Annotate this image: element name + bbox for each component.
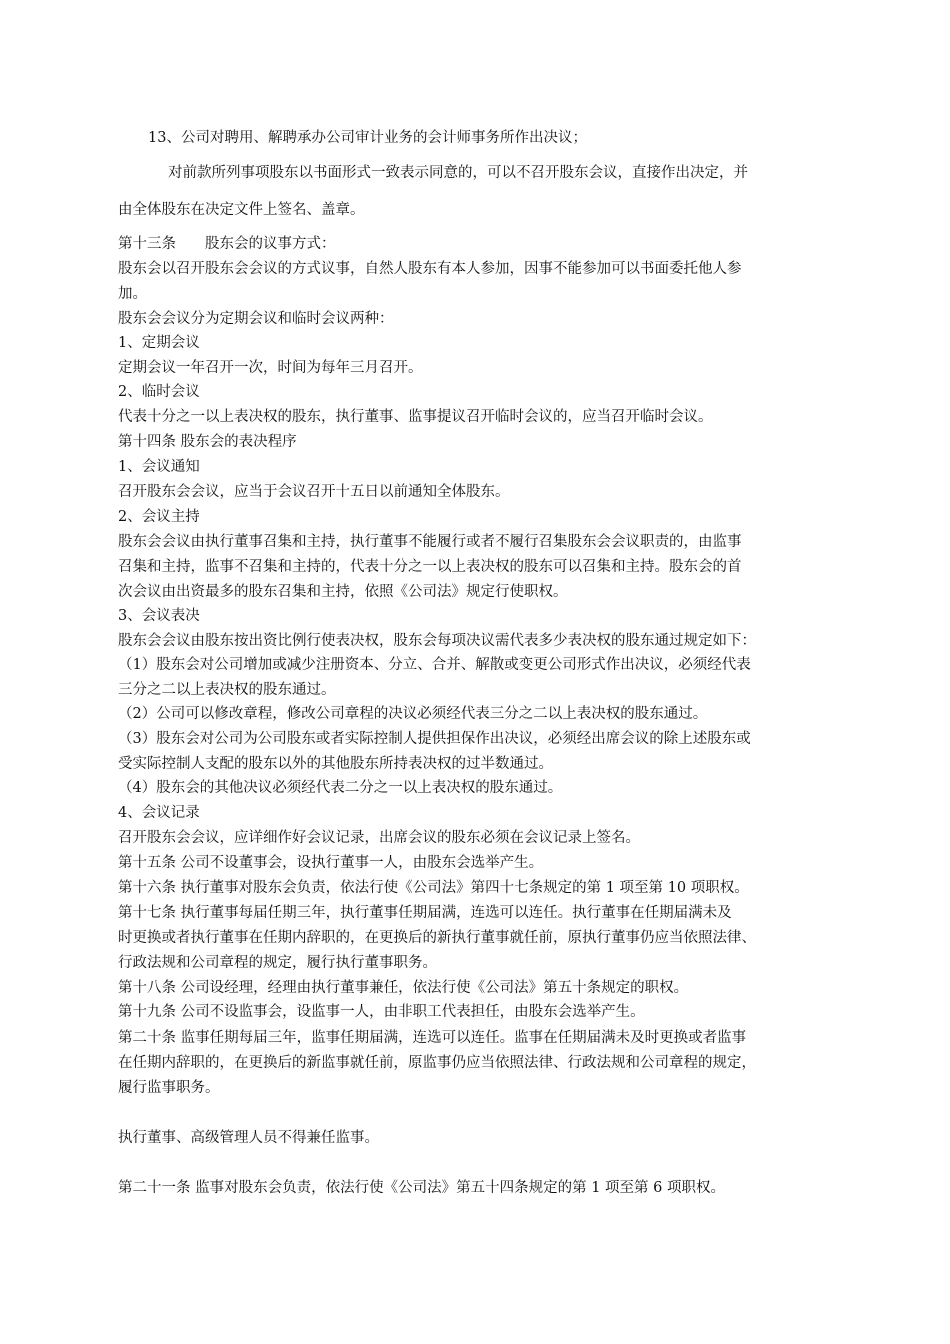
text-line: 2、临时会议 (118, 384, 200, 400)
article-heading: 第十三条 股东会的议事方式： (118, 236, 336, 252)
article-heading: 第十七条 执行董事每届任期三年，执行董事任期届满，连选可以连任。执行董事在任期届满未及 (118, 905, 732, 921)
text-line: 定期会议一年召开一次，时间为每年三月召开。 (118, 360, 423, 376)
text-line: 2、会议主持 (118, 509, 200, 525)
text-line: 对前款所列事项股东以书面形式一致表示同意的，可以不召开股东会议，直接作出决定，并 (168, 165, 748, 181)
text-line: 3、会议表决 (118, 608, 200, 624)
text-line: 召集和主持，监事不召集和主持的，代表十分之一以上表决权的股东可以召集和主持。股东会的首 (118, 559, 742, 575)
article-heading: 第十四条 股东会的表决程序 (118, 434, 297, 450)
text-line: 受实际控制人支配的股东以外的其他股东所持表决权的过半数通过。 (118, 756, 553, 772)
text-line: （3）股东会对公司为公司股东或者实际控制人提供担保作出决议，必须经出席会议的除上述股东或 (118, 731, 751, 747)
text-line: 股东会会议由执行董事召集和主持，执行董事不能履行或者不履行召集股东会会议职责的，由监事 (118, 534, 742, 550)
text-line: 次会议由出资最多的股东召集和主持，依照《公司法》规定行使职权。 (118, 584, 568, 600)
text-line: 召开股东会会议，应详细作好会议记录，出席会议的股东必须在会议记录上签名。 (118, 830, 640, 846)
text-line: 执行董事、高级管理人员不得兼任监事。 (118, 1130, 379, 1146)
text-line: 时更换或者执行董事在任期内辞职的，在更换后的新执行董事就任前，原执行董事仍应当依照法律、 (118, 930, 756, 946)
text-line: （1）股东会对公司增加或减少注册资本、分立、合并、解散或变更公司形式作出决议，必须经代表 (118, 657, 751, 673)
text-line: 1、会议通知 (118, 459, 200, 475)
text-line: 在任期内辞职的，在更换后的新监事就任前，原监事仍应当依照法律、行政法规和公司章程的规定， (118, 1055, 756, 1071)
text-line: （2）公司可以修改章程，修改公司章程的决议必须经代表三分之二以上表决权的股东通过。 (118, 706, 708, 722)
text-line: 代表十分之一以上表决权的股东，执行董事、监事提议召开临时会议的，应当召开临时会议。 (118, 409, 713, 425)
article-heading: 第二十一条 监事对股东会负责，依法行使《公司法》第五十四条规定的第 1 项至第 6 项职权。 (118, 1180, 725, 1196)
text-line: 1、定期会议 (118, 335, 200, 351)
text-line: 13、公司对聘用、解聘承办公司审计业务的会计师事务所作出决议； (148, 130, 587, 146)
text-line: 履行监事职务。 (118, 1080, 220, 1096)
text-line: 加。 (118, 286, 147, 302)
text-line: 行政法规和公司章程的规定，履行执行董事职务。 (118, 955, 437, 971)
text-line: 4、会议记录 (118, 805, 200, 821)
text-line: （4）股东会的其他决议必须经代表二分之一以上表决权的股东通过。 (118, 780, 563, 796)
article-heading: 第十六条 执行董事对股东会负责，依法行使《公司法》第四十七条规定的第 1 项至第 10 项职权。 (118, 880, 749, 896)
article-heading: 第二十条 监事任期每届三年，监事任期届满，连选可以连任。监事在任期届满未及时更换或者监事 (118, 1030, 747, 1046)
article-heading: 第十五条 公司不设董事会，设执行董事一人，由股东会选举产生。 (118, 855, 544, 871)
article-heading: 第十八条 公司设经理，经理由执行董事兼任，依法行使《公司法》第五十条规定的职权。 (118, 980, 689, 996)
text-line: 由全体股东在决定文件上签名、盖章。 (118, 202, 365, 218)
text-line: 股东会会议由股东按出资比例行使表决权，股东会每项决议需代表多少表决权的股东通过规定如下： (118, 633, 756, 649)
text-line: 股东会以召开股东会会议的方式议事，自然人股东有本人参加，因事不能参加可以书面委托他人参 (118, 261, 742, 277)
article-heading: 第十九条 公司不设监事会，设监事一人，由非职工代表担任，由股东会选举产生。 (118, 1004, 645, 1020)
text-line: 股东会会议分为定期会议和临时会议两种： (118, 311, 394, 327)
text-line: 三分之二以上表决权的股东通过。 (118, 682, 336, 698)
text-line: 召开股东会会议，应当于会议召开十五日以前通知全体股东。 (118, 484, 510, 500)
